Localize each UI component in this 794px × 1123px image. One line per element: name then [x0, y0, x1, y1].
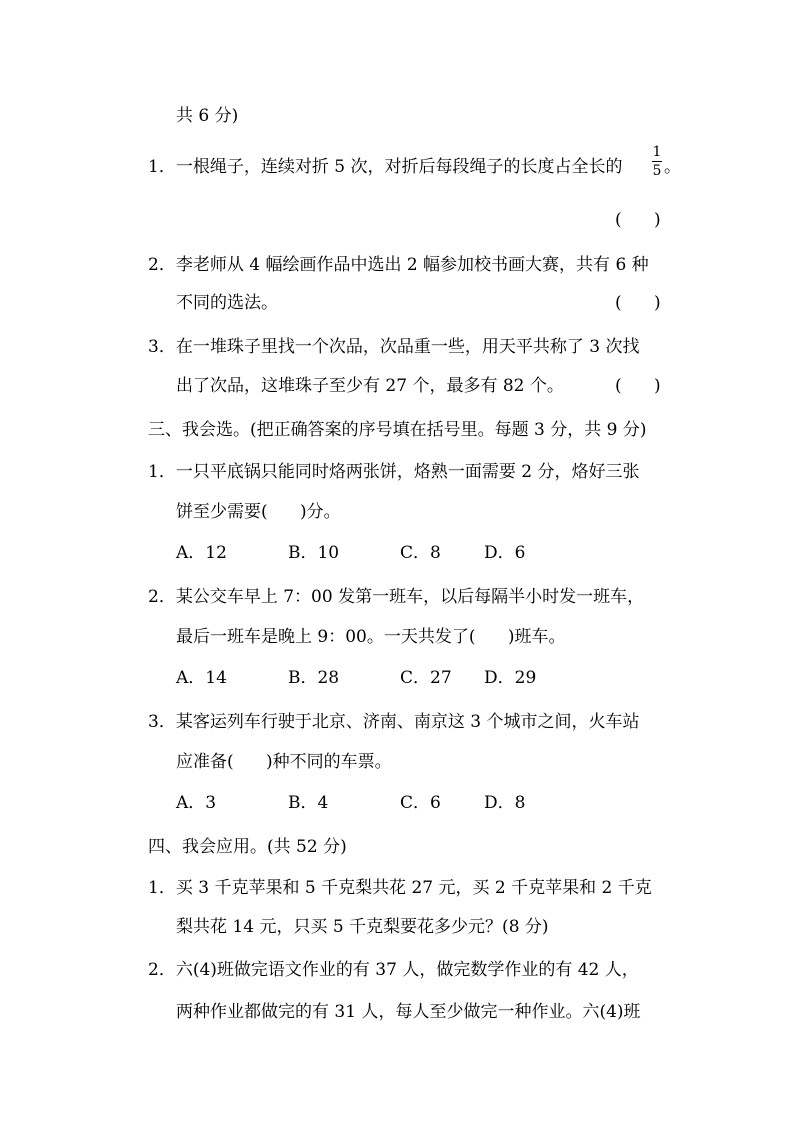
mc-3-line1: 3．某客运列车行驶于北京、济南、南京这 3 个城市之间，火车站 — [148, 712, 640, 732]
tf-1-period: 。 — [664, 157, 681, 177]
fraction-bar — [652, 161, 662, 162]
mc-2-line1: 2．某公交车早上 7：00 发第一班车，以后每隔半小时发一班车， — [148, 587, 645, 607]
option-b[interactable]: B．10 — [288, 543, 340, 563]
option-b[interactable]: B．28 — [288, 668, 340, 688]
tf-1-text: 1．一根绳子，连续对折 5 次，对折后每段绳子的长度占全长的 — [148, 157, 623, 177]
mc-1-line1: 1．一只平底锅只能同时烙两张饼，烙熟一面需要 2 分，烙好三张 — [148, 462, 640, 482]
app-2-line2: 两种作业都做完的有 31 人，每人至少做完一种作业。六(4)班 — [176, 1002, 641, 1022]
mc-1-line2: 饼至少需要( )分。 — [176, 502, 341, 522]
option-c[interactable]: C．8 — [400, 543, 441, 563]
mc-3-line2: 应准备( )种不同的车票。 — [176, 752, 392, 772]
app-1-line1: 1．买 3 千克苹果和 5 千克梨共花 27 元，买 2 千克苹果和 2 千克 — [148, 878, 652, 898]
answer-bracket[interactable]: ( ) — [615, 210, 661, 230]
answer-bracket[interactable]: ( ) — [615, 293, 661, 313]
app-1-line2: 梨共花 14 元，只买 5 千克梨要花多少元？(8 分) — [176, 917, 549, 937]
answer-bracket[interactable]: ( ) — [615, 376, 661, 396]
fraction-denominator: 5 — [652, 163, 662, 179]
tf-2-line2: 不同的选法。 — [176, 293, 278, 313]
app-2-line1: 2．六(4)班做完语文作业的有 37 人，做完数学作业的有 42 人， — [148, 960, 639, 980]
fraction — [652, 145, 662, 178]
option-a[interactable]: A．3 — [176, 793, 217, 813]
mc-2-line2: 最后一班车是晚上 9：00。一天共发了( )班车。 — [176, 627, 566, 647]
tf-2-line1: 2．李老师从 4 幅绘画作品中选出 2 幅参加校书画大赛，共有 6 种 — [148, 255, 649, 275]
option-d[interactable]: D．8 — [484, 793, 526, 813]
option-d[interactable]: D．29 — [484, 668, 537, 688]
tf-3-line2: 出了次品，这堆珠子至少有 27 个，最多有 82 个。 — [176, 376, 564, 396]
section2-tail: 共 6 分) — [176, 106, 239, 126]
option-c[interactable]: C．6 — [400, 793, 441, 813]
section3-title: 三、我会选。(把正确答案的序号填在括号里。每题 3 分，共 9 分) — [148, 420, 647, 440]
option-c[interactable]: C．27 — [400, 668, 452, 688]
fraction-numerator: 1 — [652, 144, 662, 160]
section4-title: 四、我会应用。(共 52 分) — [148, 837, 347, 857]
option-d[interactable]: D．6 — [484, 543, 526, 563]
option-a[interactable]: A．12 — [176, 543, 227, 563]
option-b[interactable]: B．4 — [288, 793, 329, 813]
tf-3-line1: 3．在一堆珠子里找一个次品，次品重一些，用天平共称了 3 次找 — [148, 337, 640, 357]
option-a[interactable]: A．14 — [176, 668, 227, 688]
